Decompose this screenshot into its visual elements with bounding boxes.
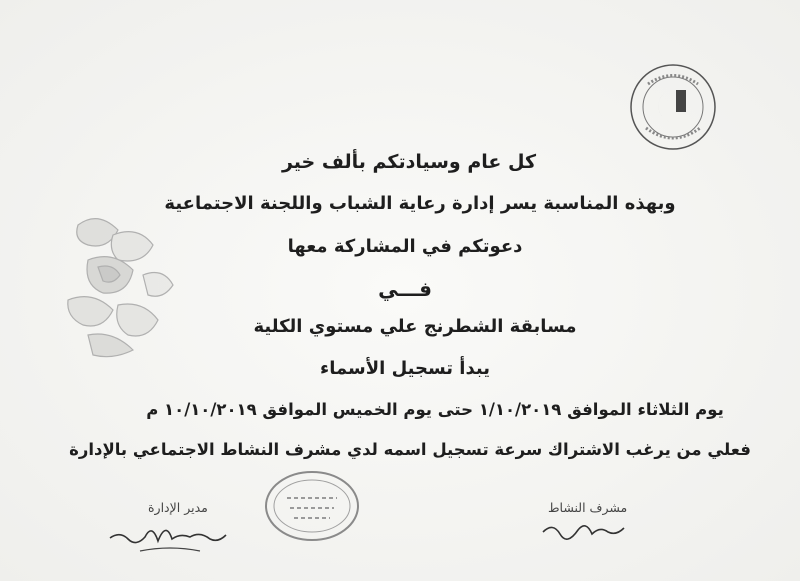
faculty-logo-icon — [628, 62, 718, 152]
official-stamp-icon — [262, 468, 362, 544]
registration-heading: يبدأ تسجيل الأسماء — [320, 358, 490, 379]
occasion-line: وبهذه المناسبة يسر إدارة رعاية الشباب واللجنة الاجتماعية — [164, 193, 676, 214]
registration-dates: يوم الثلاثاء الموافق ١/١٠/٢٠١٩ حتى يوم الخميس الموافق ١٠/١٠/٢٠١٩ م — [146, 400, 724, 419]
supervisor-label: مشرف النشاط — [548, 500, 628, 515]
supervisor-signature-icon — [538, 514, 628, 544]
competition-title: مسابقة الشطرنج علي مستوي الكلية — [253, 316, 577, 337]
invitation-line: دعوتكم في المشاركة معها — [287, 236, 523, 257]
in-line: فـــي — [378, 277, 432, 301]
registration-instructions: فعلي من يرغب الاشتراك سرعة تسجيل اسمه لدي مشرف النشاط الاجتماعي بالإدارة — [69, 440, 751, 459]
director-signature-icon — [100, 513, 230, 558]
director-label: مدير الإدارة — [148, 500, 208, 515]
greeting-line: كل عام وسيادتكم بألف خير — [281, 151, 537, 173]
